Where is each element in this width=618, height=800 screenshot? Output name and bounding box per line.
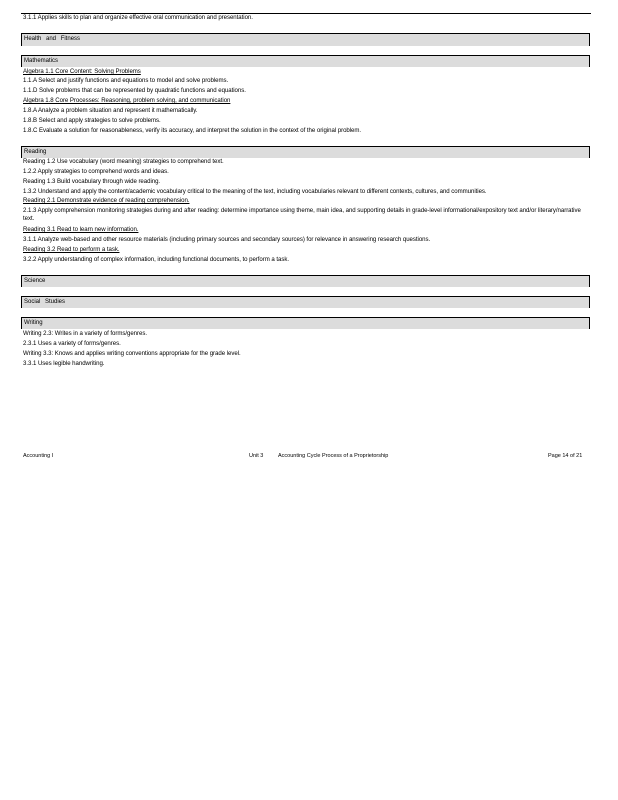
- reading-standard-heading: Reading 3.2 Read to perform a task.: [23, 246, 120, 253]
- reading-header: [21, 146, 590, 158]
- health-fitness-header: [21, 33, 590, 46]
- reading-standard-heading: Reading 1.2 Use vocabulary (word meaning) strategies to comprehend text.: [23, 158, 224, 165]
- math-standard-heading: Algebra 1.8 Core Processes: Reasoning, problem solving, and communication: [23, 97, 231, 104]
- health-fitness-label: Health and Fitness: [24, 36, 81, 42]
- mathematics-header: [21, 55, 590, 67]
- math-standard-item: 1.1.A Select and justify functions and equations to model and solve problems.: [23, 77, 229, 84]
- math-standard-item: 1.8.C Evaluate a solution for reasonableness, verify its accuracy, and interpret the solution in the context of the original problem.: [23, 127, 362, 134]
- reading-standard-item: 3.1.1 Analyze web-based and other resource materials (including primary sources and secondary sources) for relevance in answering research questions.: [23, 236, 431, 243]
- reading-standard-item: 2.1.3 Apply comprehension monitoring strategies during and after reading: determine importance using theme, main idea, and supporting details in grade-level informational/expository text and/or literary/narrative text.: [23, 207, 581, 222]
- footer-unit-title: Accounting Cycle Process of a Proprietorship: [278, 453, 389, 459]
- writing-standard-heading: Writing 3.3: Knows and applies writing conventions appropriate for the grade level.: [23, 350, 241, 357]
- writing-standard-heading: Writing 2.3: Writes in a variety of forms/genres.: [23, 330, 147, 337]
- math-standard-heading: Algebra 1.1 Core Content: Solving Problems: [23, 68, 141, 75]
- social-studies-label: Social Studies: [24, 299, 66, 305]
- writing-header: [21, 317, 590, 329]
- writing-standard-item: 3.3.1 Uses legible handwriting.: [23, 360, 105, 367]
- reading-label: Reading: [24, 149, 47, 155]
- science-label: Science: [24, 278, 46, 284]
- math-standard-item: 1.1.D Solve problems that can be represented by quadratic functions and equations.: [23, 87, 246, 94]
- reading-standard-item: 1.3.2 Understand and apply the content/academic vocabulary critical to the meaning of the text, including vocabularies relevant to different contexts, cultures, and communities.: [23, 188, 487, 195]
- footer-course: Accounting I: [23, 453, 54, 459]
- math-standard-item: 1.8.A Analyze a problem situation and represent it mathematically.: [23, 107, 198, 114]
- science-header: [21, 275, 590, 287]
- reading-standard-heading: Reading 3.1 Read to learn new information.: [23, 226, 139, 233]
- math-standard-item: 1.8.B Select and apply strategies to solve problems.: [23, 117, 161, 124]
- social-studies-header: [21, 296, 590, 308]
- writing-standard-item: 2.3.1 Uses a variety of forms/genres.: [23, 340, 121, 347]
- reading-standard-heading: Reading 2.1 Demonstrate evidence of reading comprehension.: [23, 197, 190, 204]
- reading-standard-item: 1.2.2 Apply strategies to comprehend words and ideas.: [23, 168, 169, 175]
- footer-page-number: Page 14 of 21: [548, 453, 583, 459]
- mathematics-label: Mathematics: [24, 58, 59, 64]
- writing-label: Writing: [24, 320, 43, 326]
- reading-standard-heading: Reading 1.3 Build vocabulary through wide reading.: [23, 178, 161, 185]
- reading-standard-item: 3.2.2 Apply understanding of complex information, including functional documents, to perform a task.: [23, 256, 289, 263]
- top-divider: [21, 13, 591, 14]
- oral-communication-line: 3.1.1 Applies skills to plan and organize effective oral communication and presentation.: [23, 14, 253, 21]
- footer-unit: Unit 3: [249, 453, 264, 459]
